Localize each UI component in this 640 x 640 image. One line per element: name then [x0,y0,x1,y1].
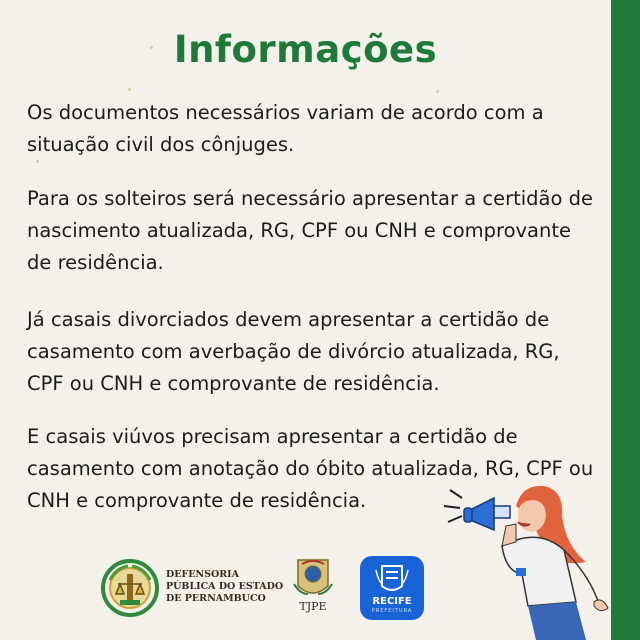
defensoria-name: DEFENSORIA PÚBLICA DO ESTADO DE PERNAMBUCO [166,569,284,604]
woman-megaphone-illustration-icon [436,476,612,640]
info-paragraph: Os documentos necessários variam de acordo com a situação civil dos cônjuges. [27,101,544,156]
page-title: Informações [173,28,438,71]
tjpe-label: TJPE [299,600,327,613]
decorative-speck [128,88,131,91]
decorative-speck [436,90,439,93]
info-paragraph: E casais viúvos precisam apresentar a certidão de casamento com anotação do óbito atualizada, RG, CPF ou CNH e comprovante de residência. [27,425,594,512]
side-accent-bar [611,0,640,640]
recife-label: RECIFE [372,596,412,607]
info-paragraph: Já casais divorciados devem apresentar a certidão de casamento com averbação de divórcio atualizada, RG, CPF ou CNH e comprovante de residência. [27,308,560,395]
recife-logo [360,556,424,620]
recife-sublabel: PREFEITURA [371,608,413,614]
defensoria-seal-icon [100,558,160,618]
info-paragraph: Para os solteiros será necessário apresentar a certidão de nascimento atualizada, RG, CPF ou CNH e comprovante de residência. [27,187,593,274]
